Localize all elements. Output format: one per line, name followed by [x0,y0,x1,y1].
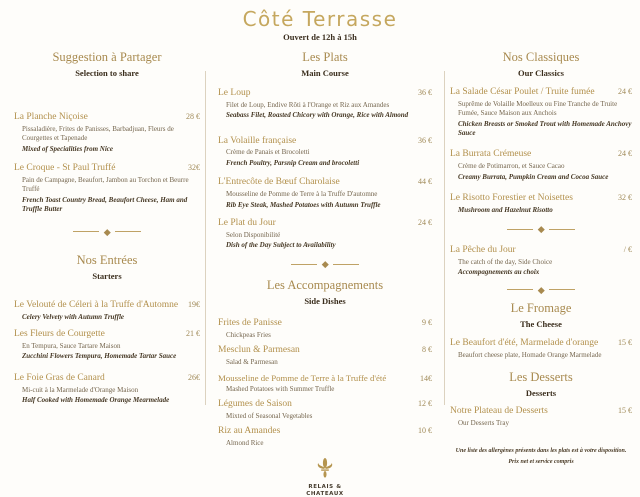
section-heading: Suggestion à Partager [52,50,162,64]
diamond-icon [322,261,328,267]
section-subheading: Starters [92,270,122,281]
item-name: Notre Plateau de Desserts [450,406,548,416]
section-heading: Nos Classiques [502,50,580,64]
item-price: 19€ [188,299,200,309]
section-subheading: Main Course [301,67,349,78]
item-price: 44 € [418,177,432,187]
item-price: 15 € [618,406,632,415]
divider-line [333,264,359,265]
menu-item [14,112,200,154]
item-desc-secondary: Zucchini Flowers Tempura, Homemade Tartar Sauce [22,352,177,361]
divider-line [507,289,533,290]
section-divider-ornament [14,230,200,235]
item-desc-secondary: Mixed of Specialities from Nice [22,144,113,153]
menu-item [218,426,432,448]
divider-line [291,264,317,265]
section-subheading: The Cheese [520,318,562,329]
item-price: 14€ [420,373,432,383]
divider-line [549,229,575,230]
section-subheading: Desserts [525,388,557,398]
item-price: 32 € [618,193,632,203]
item-desc-primary: Beaufort cheese plate, Homade Orange Marmelade [458,350,602,359]
item-desc-secondary: French Toast Country Bread, Beaufort Cheese, Ham and Truffle Butter [22,195,188,214]
item-price: 15 € [618,337,632,347]
menu-item [14,163,200,215]
item-price: 36 € [418,135,432,145]
item-name: Frites de Panisse [218,318,282,328]
item-desc-secondary: French Poultry, Parsnip Cream and brocoletti [226,158,360,167]
item-desc-primary: Our Desserts Tray [458,418,509,427]
item-desc-primary: The catch of the day, Side Choice [458,257,553,266]
section-heading: Les Desserts [509,370,573,385]
menu-item [450,245,632,278]
column-separator-left [205,71,206,405]
section-divider-ornament [218,262,432,267]
menu-item [218,218,432,251]
item-name: La Burrata Crémeuse [450,149,532,160]
opening-hours: Ouvert de 12h à 15h [283,32,357,42]
item-desc-secondary: Accompagnements au choix [458,268,540,277]
section-subheading: Our Classics [518,67,564,78]
allergen-note-line1: Une liste des allergènes présents dans les plats est à votre disposition. [455,448,627,455]
item-desc-primary: Mousseline de Pomme de Terre à la Truffe D'automne [226,190,378,199]
menu-item [14,300,200,322]
divider-line [115,231,141,232]
menu-item [14,373,200,406]
item-name: Mousseline de Pomme de Terre à la Truffe d'été [218,372,387,383]
item-desc-primary: Mixted of Seasonal Vegetables [226,411,313,420]
logo-brand-line1: RELAIS & [308,483,342,490]
menu-item [218,345,432,367]
menu-item [450,149,632,182]
item-desc-primary: Mi-cuit à la Marmelade d'Orange Maison [22,385,139,394]
item-price: 9 € [422,318,432,327]
item-name: Le Croque - St Paul Truffé [14,162,116,173]
section-divider-ornament [450,288,632,293]
section-heading: Les Accompagnements [266,278,384,293]
section-heading: Le Fromage [510,301,572,316]
item-name: Le Beaufort d'été, Marmelade d'orange [450,337,599,348]
column-mains-sides [218,51,432,497]
item-price: 36 € [418,87,432,97]
item-desc-secondary: Mushroom and Hazelnut Risotto [458,206,553,214]
fleur-de-lis-icon [315,457,335,478]
item-desc-primary: Pissaladière, Frites de Panisses, Barbadjuan, Fleurs de Courgettes et Tapenade [22,124,174,143]
diamond-icon [538,227,544,233]
item-name: La Pêche du Jour [450,244,516,255]
section-subheading: Side Dishes [304,296,346,306]
item-price: 21 € [186,329,200,339]
column-separator-right [444,71,445,405]
item-name: Les Fleurs de Courgette [14,329,105,340]
item-desc-secondary: Rib Eye Steak, Mashed Potatoes with Autumn Truffle [226,200,381,209]
item-name: La Volaille française [218,135,297,146]
item-desc-secondary: Half Cooked with Homemade Orange Mearmelade [22,396,170,405]
item-name: Le Loup [218,87,251,98]
item-desc-primary: Crème de Panais et Brocoletti [226,148,310,157]
item-desc-secondary: Dish of the Day Subject to Availability [226,241,336,250]
item-name: Le Velouté de Céleri à la Truffe d'Automne [14,299,179,310]
menu-item [14,329,200,362]
item-name: La Salade César Poulet / Truite fumée [450,86,595,97]
menu-item [450,87,632,139]
diamond-icon [104,229,110,235]
menu-item [218,318,432,340]
item-price: 24 € [618,86,632,96]
item-desc-primary: Pain de Campagne, Beaufort, Jambon au Torchon et Beurre Truffé [22,175,189,194]
item-name: La Planche Niçoise [14,111,88,122]
item-price: 10 € [418,426,432,436]
item-desc-secondary: Creamy Burrata, Pumpkin Cream and Cocoa Sauce [458,172,609,181]
page-title: Côté Terrasse [242,7,398,31]
column-share-starters [14,51,200,406]
item-price: 8 € [422,345,432,355]
section-subheading: Selection to share [75,67,139,78]
logo-brand-line2: CHATEAUX [306,490,344,497]
section-divider-ornament [450,227,632,232]
menu-item [218,177,432,210]
item-desc-secondary: Seabass Filet, Roasted Chicory with Orange, Rice with Almond [226,111,409,120]
item-desc-primary: Suprême de Volaille Moelleux ou Fine Tranche de Truite Fumée, Sauce Maison aux Anchois [458,99,618,118]
item-price: 32€ [188,162,200,172]
item-desc-primary: Almond Rice [226,439,264,448]
menu-item [450,193,632,215]
divider-line [507,229,533,230]
menu-item [218,399,432,421]
item-name: Le Foie Gras de Canard [14,372,105,383]
item-desc-primary: En Tempura, Sauce Tartare Maison [22,342,121,350]
item-price: / € [623,244,632,254]
item-desc-secondary: Chicken Breasts or Smoked Trout with Homemade Anchovy Sauce [458,119,632,137]
item-desc-primary: Chickpeas Fries [226,330,271,339]
menu-item [450,406,632,428]
item-desc-secondary: Celery Velvety with Autumn Truffle [22,312,125,321]
relais-chateaux-logo [218,457,432,497]
allergen-note-line2: Prix net et service compris [508,458,574,465]
diamond-icon [538,287,544,293]
divider-line [73,231,99,232]
item-price: 24 € [618,149,632,159]
item-name: Mesclun & Parmesan [218,345,300,356]
item-desc-primary: Mashed Potatoes with Summer Truffle [226,384,335,393]
item-desc-primary: Selon Disponibilité [226,230,281,239]
divider-line [549,289,575,290]
section-heading: Les Plats [302,50,348,64]
item-desc-primary: Crème de Potimarron, et Sauce Cacao [458,162,565,171]
item-desc-primary: Filet de Loup, Endive Rôti à l'Orange et Riz aux Amandes [226,100,390,109]
item-price: 12 € [418,399,432,409]
item-name: Le Plat du Jour [218,218,276,228]
item-name: Légumes de Saison [218,399,292,410]
item-name: L'Entrecôte de Bœuf Charolaise [218,177,340,188]
menu-item [218,88,432,121]
item-price: 24 € [418,218,432,227]
menu-item [218,136,432,169]
item-price: 26€ [188,372,200,382]
menu-page [0,7,640,497]
item-name: Riz au Amandes [218,426,281,437]
item-desc-primary: Salad & Parmesan [226,358,278,367]
item-price: 28 € [186,111,200,121]
allergen-note [450,446,632,466]
item-name: Le Risotto Forestier et Noisettes [450,193,573,204]
menu-item [218,373,432,394]
menu-item [450,338,632,360]
section-heading: Nos Entrées [76,253,138,268]
column-classics-desserts [450,51,632,467]
